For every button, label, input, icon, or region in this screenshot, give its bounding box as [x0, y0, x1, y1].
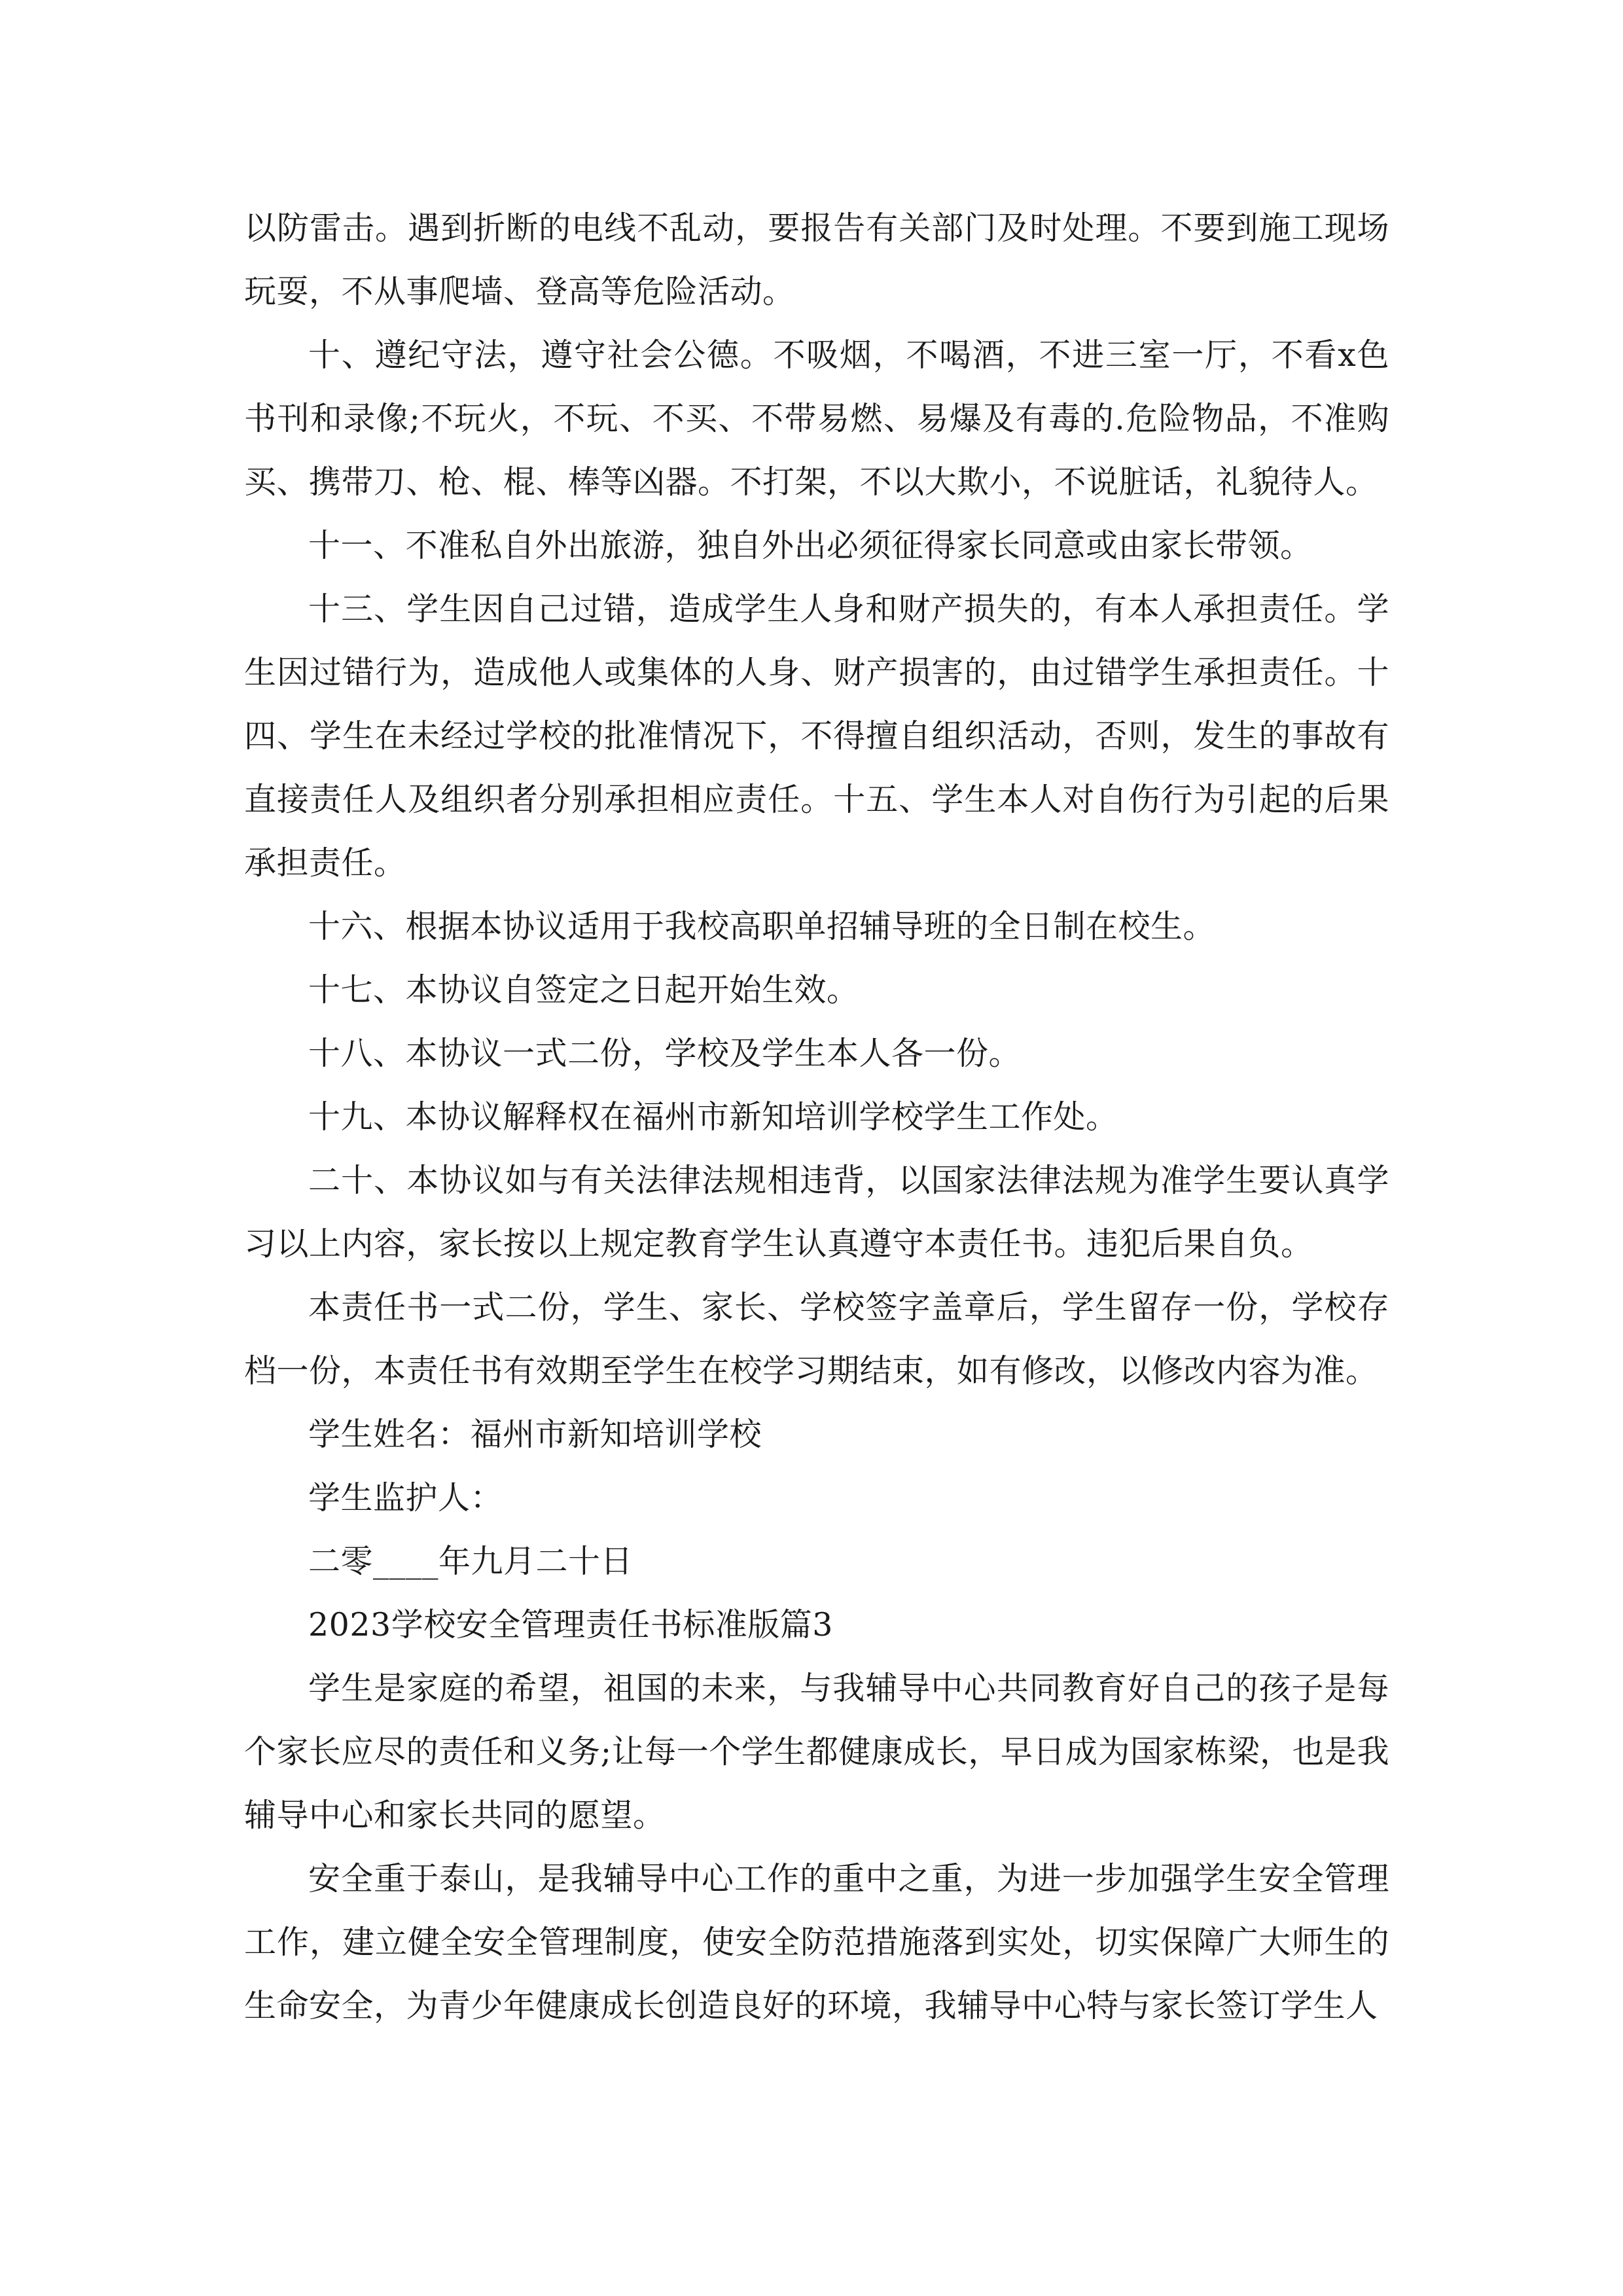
date-line: 二零____年九月二十日	[308, 1543, 633, 1580]
paragraph-item-17: 十七、本协议自签定之日起开始生效。	[308, 971, 859, 1009]
section-heading: 2023学校安全管理责任书标准版篇3	[308, 1606, 833, 1643]
paragraph-item-16: 十六、根据本协议适用于我校高职单招辅导班的全日制在校生。	[308, 908, 1216, 945]
paragraph-item-18: 十八、本协议一式二份，学校及学生本人各一份。	[308, 1035, 1022, 1072]
section3-paragraph-intro: 学生是家庭的希望，祖国的未来，与我辅导中心共同教育好自己的孩子是每个家长应尽的责任和义务;让每一个学生都健康成长，早日成为国家栋梁，也是我辅导中心和家长共同的愿望。	[244, 1670, 1389, 1834]
paragraph-item-20: 二十、本协议如与有关法律法规相违背，以国家法律法规为准学生要认真学习以上内容，家长按以上规定教育学生认真遵守本责任书。违犯后果自负。	[244, 1162, 1389, 1263]
paragraph-responsibility-note: 本责任书一式二份，学生、家长、学校签字盖章后，学生留存一份，学校存档一份，本责任书有效期至学生在校学习期结束，如有修改，以修改内容为准。	[244, 1289, 1389, 1390]
paragraph-continuation: 以防雷击。遇到折断的电线不乱动，要报告有关部门及时处理。不要到施工现场玩耍，不从事爬墙、登高等危险活动。	[244, 209, 1389, 310]
paragraph-item-11: 十一、不准私自外出旅游，独自外出必须征得家长同意或由家长带领。	[308, 527, 1313, 564]
guardian-line: 学生监护人：	[308, 1479, 503, 1516]
section3-paragraph-safety: 安全重于泰山，是我辅导中心工作的重中之重，为进一步加强学生安全管理工作，建立健全安全管理制度，使安全防范措施落到实处，切实保障广大师生的生命安全，为青少年健康成长创造良好的环境，我辅导中心特与家长签订学生人	[244, 1860, 1389, 2024]
student-name-line: 学生姓名：福州市新知培训学校	[308, 1416, 762, 1453]
paragraph-item-13: 十三、学生因自己过错，造成学生人身和财产损失的，有本人承担责任。学生因过错行为，造成他人或集体的人身、财产损害的，由过错学生承担责任。十四、学生在未经过学校的批准情况下，不得擅自组织活动，否则，发生的事故有直接责任人及组织者分别承担相应责任。十五、学生本人对自伤行为引起的后果承担责任。	[244, 590, 1389, 882]
document-body	[244, 196, 1389, 2037]
paragraph-item-19: 十九、本协议解释权在福州市新知培训学校学生工作处。	[308, 1098, 1118, 1136]
paragraph-item-10: 十、遵纪守法，遵守社会公德。不吸烟，不喝酒，不进三室一厅，不看x色书刊和录像;不玩火，不玩、不买、不带易燃、易爆及有毒的.危险物品，不准购买、携带刀、枪、棍、棒等凶器。不打架，不以大欺小，不说脏话，礼貌待人。	[244, 336, 1389, 501]
